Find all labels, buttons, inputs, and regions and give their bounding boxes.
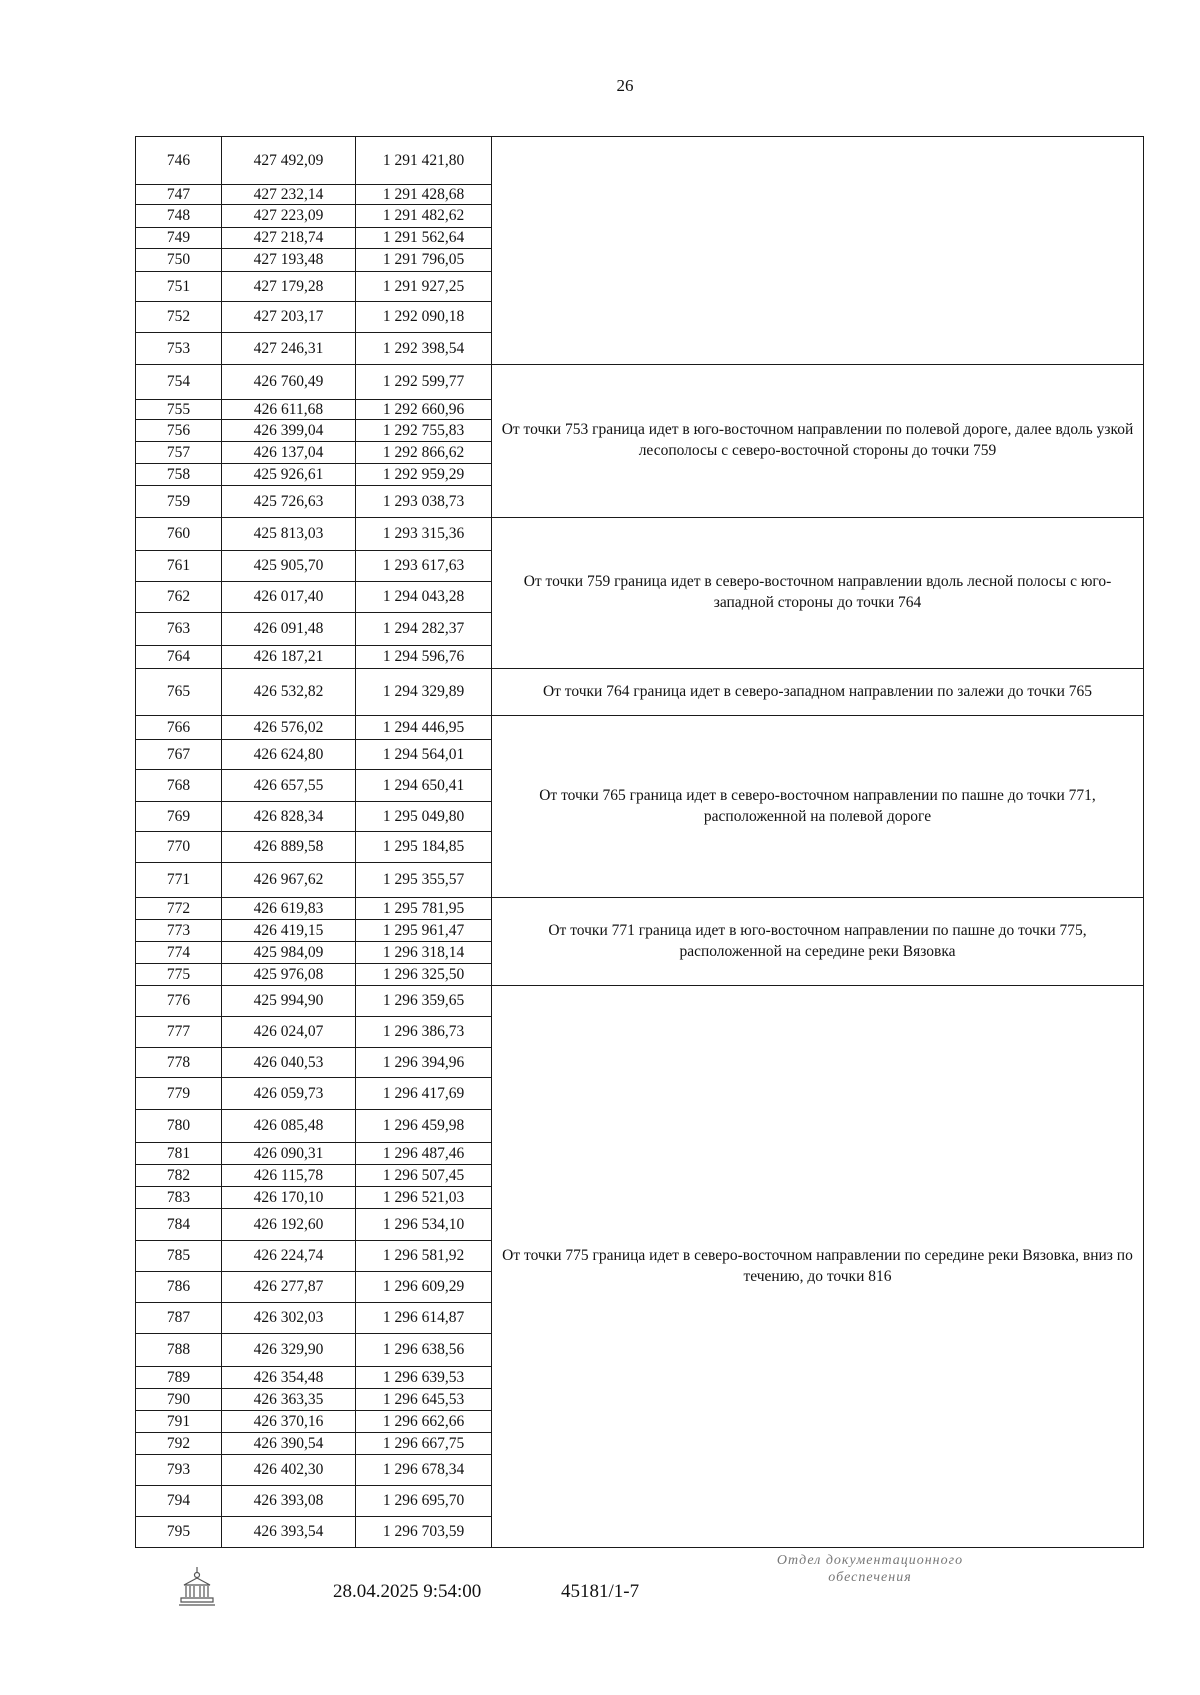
point-number-cell: 789 <box>136 1367 222 1389</box>
coordinate-y-cell: 1 296 318,14 <box>356 942 492 964</box>
coordinate-x-cell: 426 399,04 <box>222 420 356 442</box>
coordinate-x-cell: 426 040,53 <box>222 1048 356 1078</box>
coordinate-y-cell: 1 292 866,62 <box>356 442 492 464</box>
footer-datetime: 28.04.2025 9:54:00 <box>333 1581 482 1602</box>
coordinate-x-cell: 426 624,80 <box>222 740 356 770</box>
coordinate-y-cell: 1 292 090,18 <box>356 302 492 333</box>
coordinate-y-cell: 1 292 599,77 <box>356 365 492 400</box>
boundary-description-cell <box>492 137 1144 365</box>
table-body <box>136 137 1144 1548</box>
point-number-cell: 766 <box>136 716 222 740</box>
coordinate-y-cell: 1 295 049,80 <box>356 802 492 832</box>
coordinate-x-cell: 427 179,28 <box>222 272 356 302</box>
point-number-cell: 790 <box>136 1389 222 1411</box>
point-number-cell: 760 <box>136 518 222 551</box>
point-number-cell: 770 <box>136 832 222 863</box>
point-number-cell: 794 <box>136 1486 222 1517</box>
coordinate-y-cell: 1 296 521,03 <box>356 1187 492 1209</box>
point-number-cell: 756 <box>136 420 222 442</box>
coordinate-x-cell: 425 984,09 <box>222 942 356 964</box>
coordinate-y-cell: 1 296 459,98 <box>356 1110 492 1143</box>
coordinate-y-cell: 1 294 282,37 <box>356 613 492 646</box>
coordinate-x-cell: 426 170,10 <box>222 1187 356 1209</box>
coordinate-x-cell: 426 889,58 <box>222 832 356 863</box>
coordinate-y-cell: 1 291 482,62 <box>356 205 492 228</box>
coordinate-x-cell: 426 828,34 <box>222 802 356 832</box>
coordinate-y-cell: 1 291 796,05 <box>356 249 492 272</box>
coordinate-x-cell: 426 657,55 <box>222 770 356 802</box>
coordinate-y-cell: 1 294 043,28 <box>356 582 492 613</box>
point-number-cell: 772 <box>136 898 222 920</box>
coordinate-y-cell: 1 296 609,29 <box>356 1272 492 1303</box>
boundary-description-cell: От точки 764 граница идет в северо-западном направлении по залежи до точки 765 <box>492 669 1144 716</box>
coordinate-x-cell: 426 024,07 <box>222 1017 356 1048</box>
coordinate-y-cell: 1 293 315,36 <box>356 518 492 551</box>
point-number-cell: 786 <box>136 1272 222 1303</box>
coordinate-y-cell: 1 294 650,41 <box>356 770 492 802</box>
point-number-cell: 763 <box>136 613 222 646</box>
point-number-cell: 748 <box>136 205 222 228</box>
coordinate-x-cell: 426 611,68 <box>222 400 356 420</box>
boundary-description-cell: От точки 753 граница идет в юго-восточном направлении по полевой дороге, далее вдоль узкой лесополосы с северо-восточной стороны до точки 759 <box>492 365 1144 518</box>
coordinate-y-cell: 1 292 755,83 <box>356 420 492 442</box>
coordinate-x-cell: 427 193,48 <box>222 249 356 272</box>
point-number-cell: 755 <box>136 400 222 420</box>
coordinate-y-cell: 1 291 562,64 <box>356 228 492 249</box>
coordinate-x-cell: 426 370,16 <box>222 1411 356 1433</box>
point-number-cell: 777 <box>136 1017 222 1048</box>
coordinate-y-cell: 1 296 534,10 <box>356 1209 492 1241</box>
coordinate-y-cell: 1 295 355,57 <box>356 863 492 898</box>
coordinate-x-cell: 426 192,60 <box>222 1209 356 1241</box>
coordinate-x-cell: 426 329,90 <box>222 1334 356 1367</box>
point-number-cell: 782 <box>136 1165 222 1187</box>
table-row <box>136 716 1144 740</box>
coordinate-y-cell: 1 296 667,75 <box>356 1433 492 1455</box>
boundary-description-cell: От точки 759 граница идет в северо-восточном направлении вдоль лесной полосы с юго-западной стороны до точки 764 <box>492 518 1144 669</box>
point-number-cell: 793 <box>136 1455 222 1486</box>
table-row <box>136 365 1144 400</box>
coordinate-y-cell: 1 296 325,50 <box>356 964 492 986</box>
boundary-description-cell: От точки 775 граница идет в северо-восточном направлении по середине реки Вязовка, вниз по течению, до точки 816 <box>492 986 1144 1548</box>
coordinate-x-cell: 426 576,02 <box>222 716 356 740</box>
coordinate-x-cell: 426 302,03 <box>222 1303 356 1334</box>
coordinate-x-cell: 426 419,15 <box>222 920 356 942</box>
coordinate-x-cell: 426 224,74 <box>222 1241 356 1272</box>
table-row <box>136 518 1144 551</box>
point-number-cell: 762 <box>136 582 222 613</box>
point-number-cell: 795 <box>136 1517 222 1548</box>
coordinate-y-cell: 1 291 428,68 <box>356 185 492 205</box>
boundary-coordinates-table <box>135 136 1144 1548</box>
point-number-cell: 753 <box>136 333 222 365</box>
table-row <box>136 986 1144 1017</box>
coordinate-y-cell: 1 296 614,87 <box>356 1303 492 1334</box>
point-number-cell: 761 <box>136 551 222 582</box>
coordinate-y-cell: 1 296 639,53 <box>356 1367 492 1389</box>
coordinate-x-cell: 426 619,83 <box>222 898 356 920</box>
coordinate-x-cell: 426 967,62 <box>222 863 356 898</box>
coordinate-y-cell: 1 292 959,29 <box>356 464 492 486</box>
table-row <box>136 137 1144 185</box>
coordinate-y-cell: 1 296 386,73 <box>356 1017 492 1048</box>
coordinate-x-cell: 426 760,49 <box>222 365 356 400</box>
point-number-cell: 787 <box>136 1303 222 1334</box>
point-number-cell: 791 <box>136 1411 222 1433</box>
coordinate-y-cell: 1 296 678,34 <box>356 1455 492 1486</box>
point-number-cell: 774 <box>136 942 222 964</box>
point-number-cell: 758 <box>136 464 222 486</box>
coordinate-x-cell: 426 363,35 <box>222 1389 356 1411</box>
coordinate-x-cell: 426 059,73 <box>222 1078 356 1110</box>
coordinate-x-cell: 427 218,74 <box>222 228 356 249</box>
point-number-cell: 780 <box>136 1110 222 1143</box>
point-number-cell: 769 <box>136 802 222 832</box>
coordinate-x-cell: 426 390,54 <box>222 1433 356 1455</box>
point-number-cell: 778 <box>136 1048 222 1078</box>
point-number-cell: 781 <box>136 1143 222 1165</box>
table-row <box>136 669 1144 716</box>
coordinate-y-cell: 1 296 417,69 <box>356 1078 492 1110</box>
coordinate-x-cell: 427 232,14 <box>222 185 356 205</box>
coordinate-x-cell: 426 354,48 <box>222 1367 356 1389</box>
coordinate-y-cell: 1 296 662,66 <box>356 1411 492 1433</box>
coordinate-x-cell: 425 813,03 <box>222 518 356 551</box>
coordinate-x-cell: 426 090,31 <box>222 1143 356 1165</box>
coordinate-y-cell: 1 296 507,45 <box>356 1165 492 1187</box>
point-number-cell: 764 <box>136 646 222 669</box>
coordinate-y-cell: 1 291 421,80 <box>356 137 492 185</box>
coordinate-y-cell: 1 295 184,85 <box>356 832 492 863</box>
boundary-description-cell: От точки 771 граница идет в юго-восточном направлении по пашне до точки 775, расположенной на середине реки Вязовка <box>492 898 1144 986</box>
table-row <box>136 898 1144 920</box>
coordinate-x-cell: 426 277,87 <box>222 1272 356 1303</box>
stamp-line-2: обеспечения <box>828 1569 912 1585</box>
coordinate-y-cell: 1 295 781,95 <box>356 898 492 920</box>
coordinate-y-cell: 1 296 638,56 <box>356 1334 492 1367</box>
coordinate-x-cell: 426 115,78 <box>222 1165 356 1187</box>
page-number: 26 <box>616 76 634 95</box>
point-number-cell: 779 <box>136 1078 222 1110</box>
coordinate-x-cell: 427 203,17 <box>222 302 356 333</box>
point-number-cell: 757 <box>136 442 222 464</box>
point-number-cell: 773 <box>136 920 222 942</box>
coordinate-x-cell: 426 393,54 <box>222 1517 356 1548</box>
coordinate-x-cell: 426 532,82 <box>222 669 356 716</box>
coordinate-x-cell: 425 726,63 <box>222 486 356 518</box>
point-number-cell: 765 <box>136 669 222 716</box>
coordinate-y-cell: 1 291 927,25 <box>356 272 492 302</box>
coordinate-y-cell: 1 293 038,73 <box>356 486 492 518</box>
point-number-cell: 747 <box>136 185 222 205</box>
coordinate-y-cell: 1 296 487,46 <box>356 1143 492 1165</box>
point-number-cell: 759 <box>136 486 222 518</box>
coordinate-x-cell: 426 402,30 <box>222 1455 356 1486</box>
point-number-cell: 783 <box>136 1187 222 1209</box>
coordinate-x-cell: 426 393,08 <box>222 1486 356 1517</box>
coordinate-y-cell: 1 293 617,63 <box>356 551 492 582</box>
point-number-cell: 768 <box>136 770 222 802</box>
coordinate-y-cell: 1 296 703,59 <box>356 1517 492 1548</box>
point-number-cell: 754 <box>136 365 222 400</box>
coordinate-x-cell: 425 976,08 <box>222 964 356 986</box>
building-logo-icon <box>178 1565 216 1609</box>
point-number-cell: 752 <box>136 302 222 333</box>
coordinate-y-cell: 1 296 695,70 <box>356 1486 492 1517</box>
coordinate-x-cell: 425 926,61 <box>222 464 356 486</box>
coordinate-x-cell: 426 137,04 <box>222 442 356 464</box>
footer-document-code: 45181/1-7 <box>561 1581 640 1602</box>
point-number-cell: 746 <box>136 137 222 185</box>
point-number-cell: 771 <box>136 863 222 898</box>
coordinate-x-cell: 426 091,48 <box>222 613 356 646</box>
stamp-line-1: Отдел документационного <box>776 1553 964 1568</box>
coordinate-x-cell: 426 017,40 <box>222 582 356 613</box>
boundary-description-cell: От точки 765 граница идет в северо-восточном направлении по пашне до точки 771, расположенной на полевой дороге <box>492 716 1144 898</box>
coordinate-y-cell: 1 296 645,53 <box>356 1389 492 1411</box>
coordinate-x-cell: 427 492,09 <box>222 137 356 185</box>
coordinate-y-cell: 1 292 398,54 <box>356 333 492 365</box>
point-number-cell: 788 <box>136 1334 222 1367</box>
point-number-cell: 784 <box>136 1209 222 1241</box>
coordinate-x-cell: 427 223,09 <box>222 205 356 228</box>
coordinate-y-cell: 1 294 564,01 <box>356 740 492 770</box>
footer-stamp <box>735 1553 1005 1587</box>
coordinate-x-cell: 426 085,48 <box>222 1110 356 1143</box>
coordinate-y-cell: 1 296 359,65 <box>356 986 492 1017</box>
point-number-cell: 767 <box>136 740 222 770</box>
point-number-cell: 785 <box>136 1241 222 1272</box>
point-number-cell: 776 <box>136 986 222 1017</box>
coordinate-y-cell: 1 294 446,95 <box>356 716 492 740</box>
coordinate-x-cell: 426 187,21 <box>222 646 356 669</box>
coordinate-y-cell: 1 294 329,89 <box>356 669 492 716</box>
coordinate-y-cell: 1 296 581,92 <box>356 1241 492 1272</box>
point-number-cell: 749 <box>136 228 222 249</box>
coordinate-y-cell: 1 296 394,96 <box>356 1048 492 1078</box>
coordinate-x-cell: 425 905,70 <box>222 551 356 582</box>
point-number-cell: 792 <box>136 1433 222 1455</box>
coordinate-y-cell: 1 294 596,76 <box>356 646 492 669</box>
coordinate-y-cell: 1 295 961,47 <box>356 920 492 942</box>
point-number-cell: 775 <box>136 964 222 986</box>
point-number-cell: 751 <box>136 272 222 302</box>
coordinate-x-cell: 427 246,31 <box>222 333 356 365</box>
point-number-cell: 750 <box>136 249 222 272</box>
coordinate-x-cell: 425 994,90 <box>222 986 356 1017</box>
coordinate-y-cell: 1 292 660,96 <box>356 400 492 420</box>
